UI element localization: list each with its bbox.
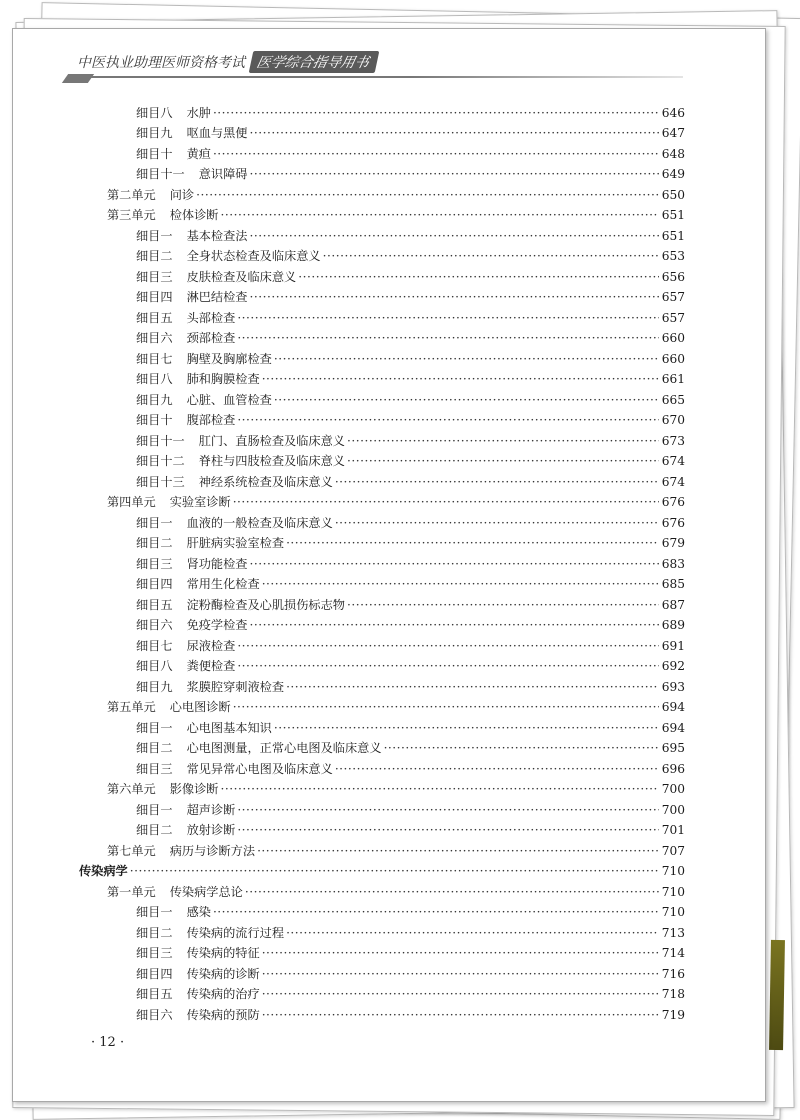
toc-entry-label — [79, 372, 262, 387]
toc-entry-unit: 细目八 — [136, 105, 173, 120]
toc-entry-label — [79, 126, 250, 141]
toc-entry-title: 黄疸 — [186, 146, 211, 161]
toc-entry-unit: 第一单元 — [107, 884, 156, 899]
toc-entry[interactable] — [79, 387, 685, 408]
toc-entry-label — [79, 618, 250, 633]
toc-entry-label — [79, 987, 262, 1002]
toc-entry-unit: 细目三 — [136, 946, 173, 960]
toc-entry-title: 肾功能检查 — [186, 556, 248, 571]
toc-entry-page: 660 — [661, 331, 685, 345]
dot-leader — [286, 680, 659, 695]
toc-entry[interactable] — [79, 121, 685, 142]
toc-entry-title: 实验室诊断 — [169, 495, 231, 509]
toc-entry-page: 710 — [661, 864, 685, 878]
toc-entry-page: 693 — [661, 679, 685, 694]
toc-entry-label — [79, 864, 130, 879]
toc-entry[interactable] — [79, 367, 685, 388]
toc-entry-page: 657 — [661, 310, 685, 325]
toc-entry-page: 679 — [661, 536, 685, 550]
toc-entry-unit: 细目二 — [136, 249, 173, 263]
toc-entry-title: 淋巴结检查 — [186, 290, 248, 304]
toc-entry[interactable] — [79, 408, 685, 429]
toc-entry-unit: 细目一 — [136, 228, 173, 243]
toc-entry-title: 免疫学检查 — [186, 618, 248, 632]
toc-entry-unit: 细目十 — [136, 146, 173, 161]
toc-entry-page: 660 — [661, 351, 685, 366]
toc-entry-title: 淀粉酶检查及心肌损伤标志物 — [186, 597, 345, 612]
dot-leader — [213, 106, 659, 121]
toc-entry-page: 716 — [661, 966, 685, 981]
dot-leader — [245, 885, 659, 900]
toc-entry-unit: 细目九 — [136, 126, 173, 140]
toc-entry-unit: 第二单元 — [107, 187, 156, 202]
dot-leader — [221, 782, 659, 797]
toc-entry-unit: 细目四 — [136, 577, 173, 591]
toc-entry-title: 影像诊断 — [169, 782, 219, 796]
dot-leader — [262, 967, 659, 982]
dot-leader — [347, 454, 659, 469]
toc-entry[interactable] — [79, 715, 685, 736]
toc-entry[interactable] — [79, 777, 685, 798]
table-of-contents — [79, 100, 685, 1023]
toc-entry-page: 674 — [661, 474, 685, 489]
toc-entry[interactable] — [79, 1002, 685, 1023]
toc-entry-title: 传染病的预防 — [186, 1007, 260, 1022]
toc-entry-label — [79, 413, 237, 428]
header-rule — [77, 76, 683, 78]
toc-entry[interactable] — [79, 982, 685, 1003]
dot-leader — [347, 598, 659, 613]
toc-entry-page: 674 — [661, 454, 685, 468]
toc-entry-unit: 细目十 — [136, 413, 173, 427]
toc-entry-unit: 细目十二 — [136, 454, 185, 468]
toc-entry-unit: 细目九 — [136, 392, 173, 407]
toc-entry-unit: 细目五 — [136, 987, 173, 1001]
dot-leader — [286, 536, 659, 551]
toc-entry[interactable] — [79, 346, 685, 367]
toc-entry-title: 胸壁及胸廓检查 — [186, 351, 272, 366]
toc-entry[interactable] — [79, 285, 685, 306]
toc-entry-unit: 细目八 — [136, 372, 173, 386]
toc-entry[interactable] — [79, 510, 685, 531]
toc-entry-label — [79, 249, 323, 264]
toc-entry[interactable] — [79, 572, 685, 593]
toc-entry-label — [79, 762, 335, 777]
toc-entry-page: 646 — [661, 105, 685, 120]
toc-entry[interactable] — [79, 264, 685, 285]
toc-entry-page: 714 — [661, 946, 685, 960]
dot-leader — [250, 229, 659, 244]
dot-leader — [213, 147, 659, 162]
dot-leader — [250, 290, 659, 305]
toc-entry-page: 696 — [661, 761, 685, 776]
toc-entry-page: 692 — [661, 659, 685, 673]
toc-entry-title: 感染 — [186, 905, 211, 919]
toc-entry-page: 687 — [661, 597, 685, 612]
toc-entry-label — [79, 516, 335, 531]
book-title: 中医执业助理医师资格考试 — [77, 55, 245, 71]
toc-entry[interactable] — [79, 695, 685, 716]
toc-entry-label — [79, 639, 237, 654]
toc-entry-unit: 第四单元 — [107, 495, 156, 509]
dot-leader — [213, 905, 659, 920]
toc-entry-unit: 细目二 — [136, 925, 173, 940]
dot-leader — [384, 741, 659, 756]
toc-entry-unit: 第三单元 — [107, 208, 156, 222]
toc-entry[interactable] — [79, 100, 685, 121]
dot-leader — [257, 844, 659, 859]
toc-entry-unit: 细目一 — [136, 802, 173, 817]
toc-entry[interactable] — [79, 941, 685, 962]
toc-entry-page: 694 — [661, 700, 685, 714]
toc-entry-page: 707 — [661, 843, 685, 858]
toc-entry-unit: 细目六 — [136, 618, 173, 632]
toc-entry-label — [79, 229, 250, 244]
toc-entry-title: 血液的一般检查及临床意义 — [186, 515, 333, 530]
toc-entry-label — [79, 967, 262, 982]
toc-entry-label — [79, 823, 237, 838]
dot-leader — [237, 413, 658, 428]
toc-entry-title: 病历与诊断方法 — [169, 843, 256, 858]
dot-leader — [274, 393, 659, 408]
toc-entry-page: 673 — [661, 433, 685, 448]
toc-entry-title: 肛门、直肠检查及临床意义 — [198, 433, 345, 448]
toc-entry-page: 676 — [661, 495, 685, 509]
toc-entry-page: 649 — [661, 167, 685, 181]
toc-entry-unit: 第五单元 — [107, 700, 156, 714]
toc-entry-title: 心脏、血管检查 — [186, 392, 272, 407]
toc-entry-page: 691 — [661, 638, 685, 653]
toc-entry-label — [79, 393, 274, 408]
toc-entry-title: 传染病的治疗 — [186, 987, 260, 1001]
toc-entry-unit: 细目二 — [136, 823, 173, 837]
book-subtitle-badge: 医学综合指导用书 — [249, 51, 380, 73]
toc-entry[interactable] — [79, 428, 685, 449]
dot-leader — [233, 700, 659, 715]
toc-entry-title: 传染病的特征 — [186, 946, 260, 960]
toc-entry[interactable] — [79, 756, 685, 777]
toc-entry[interactable] — [79, 818, 685, 839]
toc-entry-title: 超声诊断 — [186, 802, 236, 817]
toc-entry-label — [79, 946, 262, 961]
toc-entry-page: 695 — [661, 741, 685, 755]
toc-entry-label — [79, 577, 262, 592]
toc-entry-title: 脊柱与四肢检查及临床意义 — [198, 454, 345, 468]
page-number: · 12 · — [91, 1035, 125, 1050]
toc-entry-title: 心电图测量，正常心电图及临床意义 — [186, 741, 382, 755]
toc-entry[interactable] — [79, 633, 685, 654]
toc-entry-title: 皮肤检查及临床意义 — [186, 269, 297, 284]
toc-entry-title: 基本检查法 — [186, 228, 248, 243]
toc-entry-unit: 细目四 — [136, 966, 173, 981]
dot-leader — [221, 208, 659, 223]
dot-leader — [262, 946, 659, 961]
toc-entry-unit: 第六单元 — [107, 782, 156, 796]
toc-entry[interactable] — [79, 469, 685, 490]
toc-entry-title: 全身状态检查及临床意义 — [186, 249, 321, 263]
dot-leader — [237, 311, 658, 326]
toc-entry[interactable] — [79, 736, 685, 757]
toc-entry[interactable] — [79, 162, 685, 183]
dot-leader — [262, 577, 659, 592]
toc-entry-unit: 细目五 — [136, 310, 173, 325]
toc-entry-unit: 细目四 — [136, 290, 173, 304]
toc-entry-label — [79, 782, 221, 797]
toc-entry[interactable] — [79, 244, 685, 265]
toc-entry-title: 浆膜腔穿刺液检查 — [186, 679, 285, 694]
dot-leader — [262, 1008, 659, 1023]
toc-entry-page: 718 — [661, 987, 685, 1001]
toc-entry[interactable] — [79, 859, 685, 880]
toc-entry-title: 粪便检查 — [186, 659, 236, 673]
toc-entry-title: 腹部检查 — [186, 413, 236, 427]
toc-entry-label — [79, 905, 213, 920]
toc-entry-label — [79, 598, 347, 613]
toc-entry-label — [79, 557, 250, 572]
toc-entry-page: 661 — [661, 372, 685, 386]
toc-entry-unit: 细目三 — [136, 556, 173, 571]
toc-entry-label — [79, 188, 196, 203]
toc-entry[interactable] — [79, 305, 685, 326]
toc-entry-page: 700 — [661, 802, 685, 817]
dot-leader — [130, 864, 659, 879]
toc-entry-label — [79, 741, 384, 756]
toc-entry-title: 神经系统检查及临床意义 — [198, 474, 333, 489]
toc-entry-page: 689 — [661, 618, 685, 632]
toc-entry-unit: 细目三 — [136, 269, 173, 284]
toc-entry-page: 683 — [661, 556, 685, 571]
toc-entry-page: 650 — [661, 187, 685, 202]
toc-entry-page: 710 — [661, 884, 685, 899]
toc-entry-unit: 细目一 — [136, 905, 173, 919]
toc-entry[interactable] — [79, 551, 685, 572]
toc-entry[interactable] — [79, 592, 685, 613]
toc-entry-unit: 第七单元 — [107, 843, 156, 858]
toc-entry[interactable] — [79, 838, 685, 859]
toc-entry-label — [79, 885, 245, 900]
toc-entry-page: 701 — [661, 823, 685, 837]
toc-entry[interactable] — [79, 613, 685, 634]
dot-leader — [323, 249, 659, 264]
toc-entry[interactable] — [79, 900, 685, 921]
toc-entry[interactable] — [79, 182, 685, 203]
toc-entry-unit: 细目十一 — [136, 167, 185, 181]
dot-leader — [335, 762, 659, 777]
dot-leader — [233, 495, 659, 510]
toc-entry[interactable] — [79, 531, 685, 552]
dot-leader — [347, 434, 659, 449]
toc-entry-unit: 细目十一 — [136, 433, 185, 448]
toc-entry[interactable] — [79, 674, 685, 695]
toc-entry-label — [79, 1008, 262, 1023]
dot-leader — [335, 475, 659, 490]
toc-entry[interactable] — [79, 920, 685, 941]
toc-entry-page: 653 — [661, 249, 685, 263]
toc-entry-label — [79, 147, 213, 162]
toc-entry-unit: 细目八 — [136, 659, 173, 673]
toc-entry[interactable] — [79, 326, 685, 347]
toc-entry-label — [79, 331, 237, 346]
toc-entry-label — [79, 926, 286, 941]
dot-leader — [250, 618, 659, 633]
toc-entry-page: 719 — [661, 1007, 685, 1022]
toc-entry-title: 放射诊断 — [186, 823, 236, 837]
dot-leader — [274, 721, 659, 736]
toc-entry-title: 传染病学总论 — [169, 884, 243, 899]
toc-entry-title: 检体诊断 — [169, 208, 219, 222]
toc-entry-unit: 细目三 — [136, 761, 173, 776]
dot-leader — [237, 659, 658, 674]
toc-entry-label — [79, 208, 221, 223]
toc-entry-label — [79, 434, 347, 449]
toc-entry-unit: 细目九 — [136, 679, 173, 694]
dot-leader — [250, 557, 659, 572]
toc-entry-page: 713 — [661, 925, 685, 940]
toc-entry-title: 意识障碍 — [198, 167, 248, 181]
toc-entry-title: 肝脏病实验室检查 — [186, 536, 285, 550]
toc-entry-title: 水肿 — [186, 105, 211, 120]
dot-leader — [237, 331, 658, 346]
toc-entry-unit: 细目二 — [136, 536, 173, 550]
toc-entry-title: 传染病学 — [79, 864, 128, 878]
dot-leader — [262, 372, 659, 387]
toc-page — [12, 28, 766, 1102]
toc-entry-unit: 细目一 — [136, 720, 173, 735]
toc-entry-title: 常见异常心电图及临床意义 — [186, 761, 333, 776]
toc-entry-unit: 细目十三 — [136, 474, 185, 489]
toc-entry-unit: 细目七 — [136, 638, 173, 653]
toc-entry-title: 心电图诊断 — [169, 700, 231, 714]
toc-entry-unit: 细目六 — [136, 1007, 173, 1022]
toc-entry-page: 651 — [661, 208, 685, 222]
toc-entry-page: 710 — [661, 905, 685, 919]
toc-entry[interactable] — [79, 879, 685, 900]
toc-entry-label — [79, 495, 233, 510]
toc-entry-title: 心电图基本知识 — [186, 720, 272, 735]
toc-entry-title: 肺和胸膜检查 — [186, 372, 260, 386]
toc-entry-page: 648 — [661, 146, 685, 161]
toc-entry[interactable] — [79, 449, 685, 470]
toc-entry[interactable] — [79, 141, 685, 162]
toc-entry-title: 头部检查 — [186, 310, 236, 325]
toc-entry-label — [79, 270, 298, 285]
dot-leader — [262, 987, 659, 1002]
toc-entry-page: 700 — [661, 782, 685, 796]
toc-entry-label — [79, 721, 274, 736]
toc-entry-unit: 细目六 — [136, 331, 173, 345]
toc-entry-label — [79, 167, 250, 182]
toc-entry-page: 685 — [661, 577, 685, 591]
toc-entry-label — [79, 659, 237, 674]
toc-entry-page: 676 — [661, 515, 685, 530]
toc-entry-label — [79, 803, 237, 818]
toc-entry-title: 呕血与黑便 — [186, 126, 248, 140]
toc-entry[interactable] — [79, 797, 685, 818]
toc-entry-unit: 细目七 — [136, 351, 173, 366]
toc-entry-label — [79, 680, 286, 695]
toc-entry-page: 657 — [661, 290, 685, 304]
toc-entry-title: 尿液检查 — [186, 638, 236, 653]
toc-entry-page: 670 — [661, 413, 685, 427]
toc-entry-title: 常用生化检查 — [186, 577, 260, 591]
toc-entry-label — [79, 311, 237, 326]
toc-entry[interactable] — [79, 203, 685, 224]
dot-leader — [298, 270, 658, 285]
toc-entry-title: 传染病的流行过程 — [186, 925, 285, 940]
dot-leader — [250, 167, 659, 182]
dot-leader — [286, 926, 659, 941]
toc-entry-label — [79, 844, 257, 859]
dot-leader — [274, 352, 659, 367]
dot-leader — [237, 639, 658, 654]
toc-entry-label — [79, 700, 233, 715]
toc-entry-unit: 细目二 — [136, 741, 173, 755]
toc-entry-unit: 细目一 — [136, 515, 173, 530]
toc-entry-title: 传染病的诊断 — [186, 966, 260, 981]
toc-entry-page: 647 — [661, 126, 685, 140]
toc-entry-label — [79, 475, 335, 490]
toc-entry[interactable] — [79, 654, 685, 675]
toc-entry-label — [79, 106, 213, 121]
toc-entry-page: 651 — [661, 228, 685, 243]
dot-leader — [250, 126, 659, 141]
toc-entry-title: 颈部检查 — [186, 331, 236, 345]
toc-entry[interactable] — [79, 223, 685, 244]
toc-entry-page: 656 — [661, 269, 685, 284]
toc-entry-label — [79, 536, 286, 551]
toc-entry-page: 665 — [661, 392, 685, 407]
toc-entry[interactable] — [79, 490, 685, 511]
toc-entry-unit: 细目五 — [136, 597, 173, 612]
toc-entry-title: 问诊 — [169, 187, 195, 202]
dot-leader — [237, 803, 658, 818]
toc-entry-label — [79, 352, 274, 367]
toc-entry[interactable] — [79, 961, 685, 982]
toc-entry-label — [79, 454, 347, 469]
dot-leader — [335, 516, 659, 531]
toc-entry-page: 694 — [661, 720, 685, 735]
toc-entry-label — [79, 290, 250, 305]
dot-leader — [196, 188, 659, 203]
book-cover-edge — [769, 940, 785, 1050]
dot-leader — [237, 823, 658, 838]
running-head — [77, 52, 377, 72]
